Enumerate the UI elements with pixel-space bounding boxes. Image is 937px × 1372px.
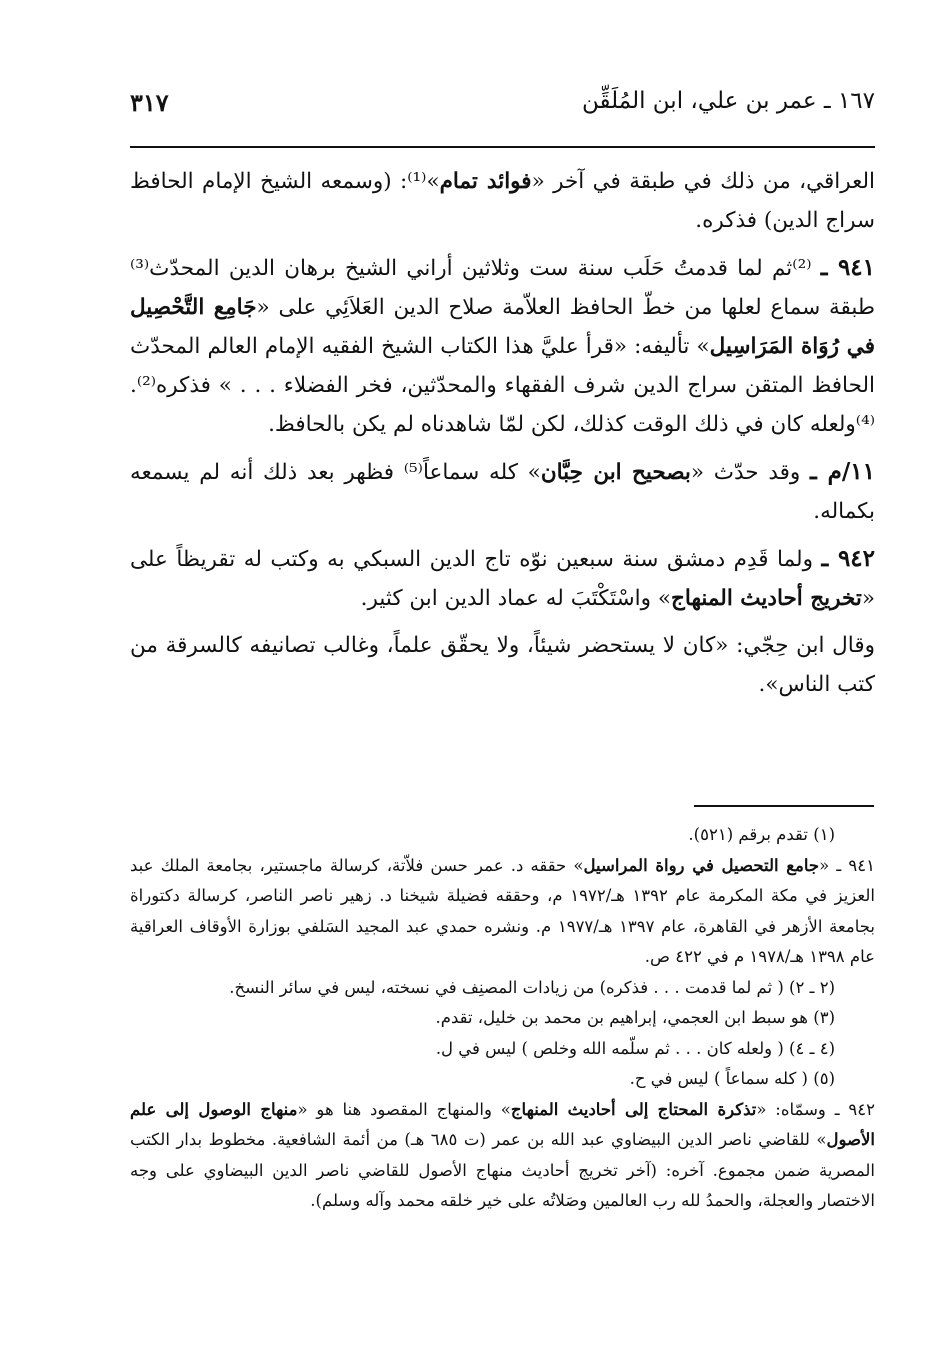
book-title: فوائد تمام <box>439 169 532 194</box>
header-rule <box>130 146 875 148</box>
page-number: ٣١٧ <box>130 88 169 117</box>
entry-number: ١١/م ـ <box>810 458 875 485</box>
book-title: تذكرة المحتاج إلى أحاديث المنهاج <box>510 1099 757 1119</box>
main-text <box>130 162 875 712</box>
footnotes <box>130 820 875 1217</box>
running-header <box>130 88 875 138</box>
footnote-5: (٥) ( كله سماعاً ) ليس في ح. <box>629 1069 835 1088</box>
footnote-4: (٤ ـ ٤) ( ولعله كان . . . ثم سلّمه الله وخلص ) ليس في ل. <box>435 1038 835 1058</box>
book-title: جَامِع التَّحْصِيل في رُوَاة المَرَاسِيل <box>130 295 875 359</box>
footnote-3: (٣) هو سبط ابن العجمي، إبراهيم بن محمد بن خليل، تقدم. <box>435 1008 835 1027</box>
footnote-941: ٩٤١ ـ «جامع التحصيل في رواة المراسيل» حققه د. عمر حسن فلاّتة، كرسالة ماجستير، بجامعة الملك عبد العزيز في مكة المكرمة عام ١٣٩٢ هـ/١٩٧٢ م، وحققه فضيلة شيخنا د. زهير ناصر الناصر، كرسالة دكتوراة بجامعة الأزهر في القاهرة، عام ١٣٩٧ هـ/١٩٧٧ م. ونشره حمدي عبد المجيد السَلفي بوزارة الأوقاف العراقية عام ١٣٩٨ هـ/١٩٧٨ م في ٤٢٢ ص. <box>130 855 876 966</box>
book-title: جامع التحصيل في رواة المراسيل <box>583 855 820 875</box>
book-title: منهاج الوصول إلى علم الأصول <box>130 1099 875 1149</box>
footnote-942: ٩٤٢ ـ وسمّاه: «تذكرة المحتاج إلى أحاديث المنهاج» والمنهاج المقصود هنا هو «منهاج الوصول إلى علم الأصول» للقاضي ناصر الدين البيضاوي عبد الله بن عمر (ت ٦٨٥ هـ) من أئمة الشافعية. مخطوط بدار الكتب المصرية ضمن مجموع. آخره: (آخر تخريج أحاديث منهاج الأصول للقاضي ناصر الدين البيضاوي على وجه الاختصار والعجلة، والحمدُ لله رب العالمين وصَلاتُه على خير خلقه محمد وآله وسلم). <box>130 1099 875 1210</box>
entry-941: ٩٤١ ـ ⁽²⁾ثم لما قدمتُ حَلَب سنة ست وثلاثين أراني الشيخ برهان الدين المحدّث⁽³⁾ طبقة سماع لعلها من خطّ الحافظ العلاّمة صلاح الدين العَلاَئِي على «جَامِع التَّحْصِيل في رُوَاة المَرَاسِيل» تأليفه: «قرأ عليَّ هذا الكتاب الشيخ الفقيه الإمام العالم المحدّث الحافظ المتقن سراج الدين شرف الفقهاء والمحدّثين، فخر الفضلاء . . . » فذكره⁽²⁾. ⁽⁴⁾ولعله كان في ذلك الوقت كذلك، لكن لمّا شاهدناه لم يكن بالحافظ. <box>130 254 876 437</box>
quote-paragraph: وقال ابن حِجّي: «كان لا يستحضر شيئاً، ولا يحقّق علماً، وغالب تصانيفه كالسرقة من كتب الناس». <box>130 633 875 697</box>
footnote-rule <box>694 805 874 807</box>
book-title: بصحيح ابن حِبَّان <box>540 460 691 485</box>
footnote-1: (١) تقدم برقم (٥٢١). <box>688 825 835 844</box>
entry-11m: ١١/م ـ وقد حدّث «بصحيح ابن حِبَّان» كله سماعاً⁽⁵⁾ فظهر بعد ذلك أنه لم يسمعه بكماله. <box>130 458 875 524</box>
paragraph-continuation: العراقي، من ذلك في طبقة في آخر «فوائد تمام»⁽¹⁾: (وسمعه الشيخ الإمام الحافظ سراج الدين) فذكره. <box>130 169 875 233</box>
running-title: ١٦٧ ـ عمر بن علي، ابن المُلَقِّن <box>582 88 875 114</box>
entry-942: ٩٤٢ ـ ولما قَدِم دمشق سنة سبعين نوّه تاج الدين السبكي به وكتب له تقريظاً على «تخريج أحاديث المنهاج» واسْتَكْتَبَ له عماد الدين ابن كثير. <box>130 545 875 611</box>
book-title: تخريج أحاديث المنهاج <box>671 586 862 611</box>
entry-number: ٩٤١ ـ <box>820 254 875 281</box>
footnote-2: (٢ ـ ٢) ( ثم لما قدمت . . . فذكره) من زيادات المصنِف في نسخته، ليس في سائر النسخ. <box>229 977 835 997</box>
entry-number: ٩٤٢ ـ <box>821 545 875 572</box>
